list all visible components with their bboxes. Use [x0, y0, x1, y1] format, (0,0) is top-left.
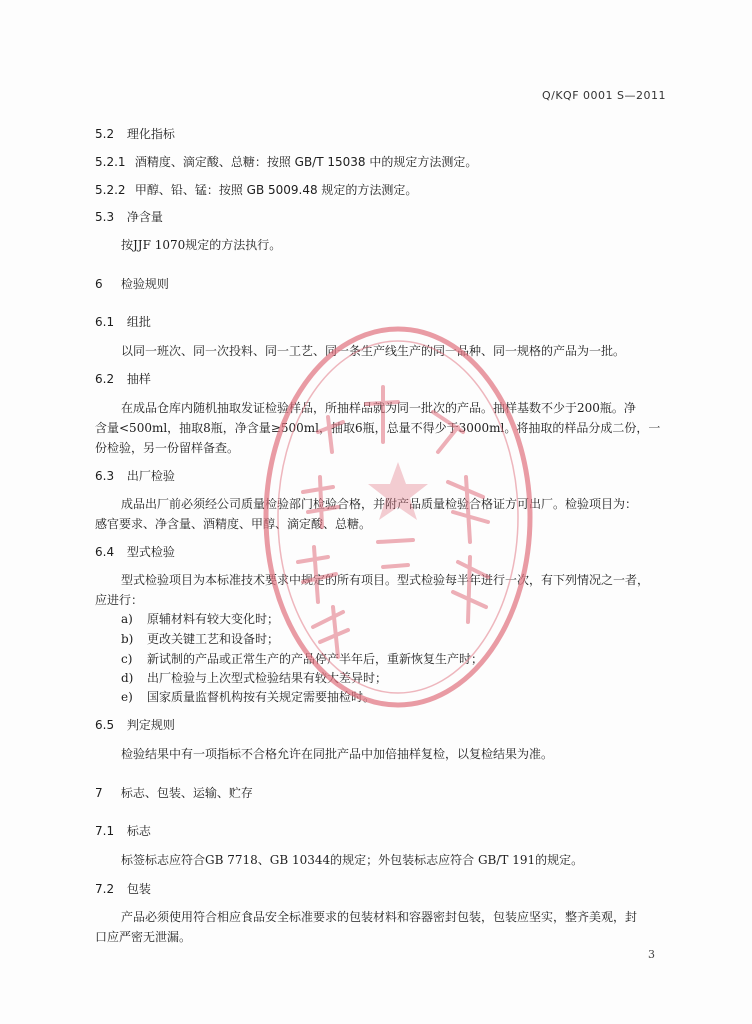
section-5-2-1	[95, 153, 477, 170]
section-7-2-heading	[95, 880, 151, 897]
list-marker: c)	[121, 652, 133, 666]
section-number: 5.2.1	[95, 155, 126, 169]
section-title: 型式检验	[126, 545, 175, 559]
section-title: 包装	[126, 882, 151, 896]
list-text: 原辅材料有较大变化时；	[147, 612, 280, 626]
section-title: 抽样	[126, 372, 151, 386]
section-7-1-body: 标签标志应符合GB 7718、GB 10344的规定；外包装标志应符合 GB/T 191的规定。	[121, 853, 584, 867]
paragraph-line: 感官要求、净含量、酒精度、甲醇、滴定酸、总糖。	[95, 517, 372, 531]
paragraph-line: 含量<500ml，抽取8瓶，净含量≥500ml，抽取6瓶，总量不得少于3000ml。将抽取的样品分成二份，一	[95, 421, 661, 435]
section-5-3-body: 按JJF 1070规定的方法执行。	[121, 238, 282, 252]
section-6-5-body: 检验结果中有一项指标不合格允许在同批产品中加倍抽样复检，以复检结果为准。	[121, 747, 554, 761]
paragraph-line: 应进行：	[95, 593, 144, 607]
list-marker: e)	[121, 690, 133, 704]
page-number: 3	[648, 948, 655, 961]
section-title: 组批	[126, 315, 151, 329]
section-text: 酒精度、滴定酸、总糖：按照 GB/T 15038 中的规定方法测定。	[134, 155, 478, 169]
section-number: 7.2	[95, 882, 115, 896]
section-7-1-heading	[95, 822, 151, 839]
section-number: 6.4	[95, 545, 115, 559]
section-7-heading	[95, 784, 253, 801]
standard-code: Q/KQF 0001 S—2011	[541, 89, 666, 102]
paragraph-line: 在成品仓库内随机抽取发证检验样品，所抽样品就为同一批次的产品。抽样基数不少于200瓶。净	[121, 401, 636, 415]
list-marker: b)	[121, 632, 134, 646]
paragraph-line: 口应严密无泄漏。	[95, 930, 192, 944]
section-title: 判定规则	[126, 718, 175, 732]
section-number: 6	[95, 277, 103, 291]
paragraph-line: 型式检验项目为本标准技术要求中规定的所有项目。型式检验每半年进行一次，有下列情况之一者，	[121, 573, 650, 587]
list-text: 出厂检验与上次型式检验结果有较大差异时；	[147, 671, 388, 685]
section-number: 7	[95, 786, 103, 800]
list-item	[121, 630, 279, 647]
section-number: 5.3	[95, 210, 115, 224]
section-5-2-heading	[95, 125, 175, 142]
list-item	[121, 650, 483, 667]
list-item	[121, 688, 375, 705]
section-6-heading	[95, 275, 169, 292]
section-title: 标志	[126, 824, 151, 838]
list-marker: a)	[121, 612, 133, 626]
paragraph-line: 份检验，另一份留样备查。	[95, 441, 240, 455]
section-number: 6.3	[95, 469, 115, 483]
section-title: 出厂检验	[126, 469, 175, 483]
list-text: 更改关键工艺和设备时；	[147, 632, 280, 646]
section-6-4-heading	[95, 543, 175, 560]
section-title: 理化指标	[126, 127, 175, 141]
section-title: 标志、包装、运输、贮存	[120, 786, 253, 800]
section-number: 6.5	[95, 718, 115, 732]
section-6-3-heading	[95, 467, 175, 484]
section-number: 5.2	[95, 127, 115, 141]
section-title: 净含量	[126, 210, 163, 224]
section-6-5-heading	[95, 716, 175, 733]
section-title: 检验规则	[120, 277, 169, 291]
section-number: 6.2	[95, 372, 115, 386]
section-text: 甲醇、铅、锰：按照 GB 5009.48 规定的方法测定。	[134, 183, 418, 197]
section-6-2-heading	[95, 370, 151, 387]
section-5-3-heading	[95, 208, 163, 225]
list-text: 新试制的产品或正常生产的产品停产半年后，重新恢复生产时；	[147, 652, 484, 666]
section-number: 7.1	[95, 824, 115, 838]
section-5-2-2	[95, 181, 417, 198]
section-number: 5.2.2	[95, 183, 126, 197]
paragraph-line: 成品出厂前必须经公司质量检验部门检验合格，并附产品质量检验合格证方可出厂。检验项目为：	[121, 497, 638, 511]
list-item	[121, 669, 387, 686]
section-6-1-body: 以同一班次、同一次投料、同一工艺、同一条生产线生产的同一品种、同一规格的产品为一批。	[121, 344, 626, 358]
section-number: 6.1	[95, 315, 115, 329]
list-text: 国家质量监督机构按有关规定需要抽检时。	[147, 690, 376, 704]
paragraph-line: 产品必须使用符合相应食品安全标准要求的包装材料和容器密封包装，包装应坚实，整齐美观，封	[121, 910, 638, 924]
list-marker: d)	[121, 671, 134, 685]
section-6-1-heading	[95, 313, 151, 330]
list-item	[121, 610, 279, 627]
